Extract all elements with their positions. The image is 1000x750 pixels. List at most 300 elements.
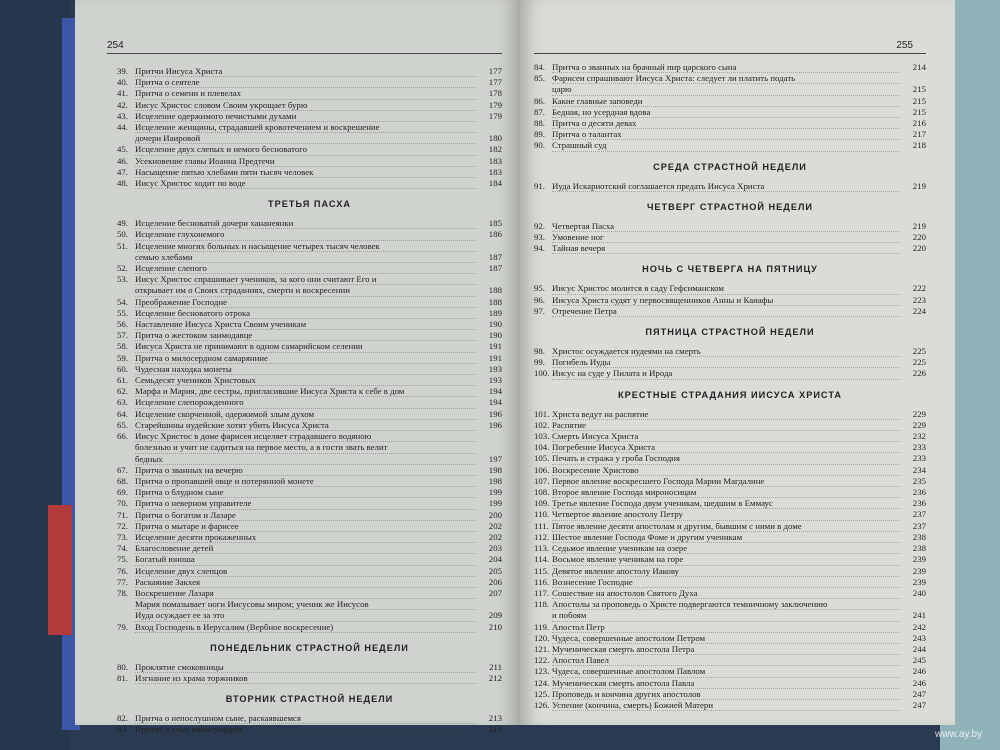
background-left	[0, 0, 70, 750]
entry-page: 191	[488, 341, 502, 352]
entry-page: 241	[912, 610, 926, 621]
entry-number: 113.	[534, 543, 550, 554]
toc-entry	[534, 420, 926, 431]
entry-page: 215	[912, 106, 926, 117]
entry-title: Притча о жестоком заимодавце	[135, 330, 476, 341]
entry-number: 101.	[534, 408, 550, 419]
entry-page: 238	[912, 531, 926, 542]
entry-number: 92.	[534, 220, 545, 231]
entry-page: 239	[912, 576, 926, 587]
entry-title: Притча о сеятеле	[135, 77, 476, 88]
entry-page: 220	[912, 232, 926, 243]
entry-number: 50.	[117, 229, 128, 240]
entry-title: Насыщение пятью хлебами пяти тысяч человек	[135, 167, 476, 178]
entry-number: 124.	[534, 677, 550, 688]
entry-title: Благословение детей	[135, 543, 476, 554]
entry-page	[476, 122, 502, 133]
entry-number: 64.	[117, 408, 128, 419]
entry-page: 186	[488, 229, 502, 240]
toc-entry	[534, 283, 926, 294]
toc-entry	[534, 243, 926, 254]
entry-title: Пятое явление десяти апостолам и другим, бывшим с ними в доме	[552, 521, 900, 532]
entry-title: Апостол Петр	[552, 622, 900, 633]
entry-title: Воскрешение Лазаря	[135, 588, 476, 599]
entry-number: 97.	[534, 305, 545, 316]
entry-page: 194	[488, 397, 502, 408]
entry-number: 71.	[117, 509, 128, 520]
entry-page: 199	[488, 498, 502, 509]
entry-page: 226	[912, 368, 926, 379]
entry-number: 126.	[534, 699, 550, 710]
entry-number: 57.	[117, 330, 128, 341]
entry-number: 108.	[534, 487, 550, 498]
entry-title: Притча о званных на вечерю	[135, 465, 476, 476]
toc-entry	[534, 431, 926, 442]
entry-page: 198	[488, 475, 502, 486]
toc-entry	[534, 295, 926, 306]
entry-title: Исцеление слепорожденного	[135, 397, 476, 408]
entry-number: 105.	[534, 453, 550, 464]
entry-title: Исцеление бесноватой дочери хананеянки	[135, 218, 476, 229]
entry-page: 196	[488, 408, 502, 419]
toc-entry	[534, 140, 926, 151]
entry-page: 218	[912, 140, 926, 151]
entry-title: Вознесение Господне	[552, 577, 900, 588]
entry-title: Преображение Господне	[135, 297, 476, 308]
entry-title: Исцеление женщины, страдавшей кровотечением и воскрешение	[135, 122, 476, 133]
entry-page: 212	[488, 672, 502, 683]
entry-number: 74.	[117, 543, 128, 554]
toc-entry	[117, 252, 502, 263]
toc-entry	[117, 465, 502, 476]
toc-entry	[534, 357, 926, 368]
entry-page: 236	[912, 498, 926, 509]
entry-title: Иисус Христос спрашивает учеников, за кого они считают Его и	[135, 274, 476, 285]
toc-entry	[534, 543, 926, 554]
toc-entry	[534, 62, 926, 73]
entry-number: 111.	[534, 520, 549, 531]
entry-page: 214	[912, 62, 926, 72]
entry-number	[117, 454, 135, 465]
toc-entry	[117, 241, 502, 252]
entry-title: Фарисеи спрашивают Иисуса Христа: следует ли платить подать	[552, 73, 900, 84]
toc-entry	[534, 577, 926, 588]
toc-entry	[117, 521, 502, 532]
entry-title: Исцеление двух слепцов	[135, 566, 476, 577]
entry-title: Мученическая смерть апостола Петра	[552, 644, 900, 655]
entry-number: 94.	[534, 243, 545, 254]
toc-entry	[534, 465, 926, 476]
entry-page: 215	[912, 84, 926, 95]
entry-page: 235	[912, 475, 926, 486]
toc-entry	[534, 232, 926, 243]
entry-page: 211	[489, 661, 502, 672]
entry-page: 183	[488, 166, 502, 177]
toc-entry	[534, 700, 926, 711]
toc-entry	[117, 178, 502, 189]
entry-title: царю	[552, 84, 900, 95]
entry-page: 225	[912, 357, 926, 368]
toc-entry	[117, 622, 502, 633]
entry-number: 109.	[534, 498, 550, 509]
entry-title: Умовение ног	[552, 232, 900, 243]
entry-page: 216	[912, 118, 926, 129]
entry-number: 68.	[117, 475, 128, 486]
entry-number: 100.	[534, 368, 550, 379]
entry-page: 236	[912, 487, 926, 498]
entry-title: Проповедь и кончина других апостолов	[552, 689, 900, 700]
entry-page: 177	[488, 66, 502, 76]
toc-entry	[117, 566, 502, 577]
entry-number: 89.	[534, 129, 545, 140]
toc-entry	[117, 77, 502, 88]
toc-entry	[117, 610, 502, 621]
entry-number	[534, 610, 552, 621]
toc-entry	[117, 599, 502, 610]
toc-entry	[117, 476, 502, 487]
toc-entry	[117, 341, 502, 352]
entry-title: Притча о милосердном самарянине	[135, 353, 476, 364]
toc-entry	[534, 453, 926, 464]
toc-entry	[117, 88, 502, 99]
toc-entry	[534, 409, 926, 420]
toc-entry	[117, 532, 502, 543]
entry-page: 194	[488, 386, 502, 397]
entry-title: семью хлебами	[135, 252, 476, 263]
entry-number: 61.	[117, 375, 128, 386]
toc-entry	[534, 306, 926, 317]
toc-entry	[534, 588, 926, 599]
entry-number: 91.	[534, 180, 545, 191]
entry-page: 240	[912, 587, 926, 598]
entry-number: 114.	[534, 554, 550, 565]
entry-number: 56.	[117, 319, 128, 330]
entry-number: 95.	[534, 283, 545, 294]
entry-number: 55.	[117, 307, 128, 318]
entry-number: 86.	[534, 95, 545, 106]
watermark: www.ay.by	[934, 729, 982, 740]
entry-number: 122.	[534, 655, 550, 666]
entry-page: 193	[488, 363, 502, 374]
entry-number: 110.	[534, 509, 550, 520]
entry-number: 76.	[117, 565, 128, 576]
toc-entry	[117, 724, 502, 735]
entry-title: Притча о мытаре и фарисее	[135, 521, 476, 532]
entry-page: 199	[488, 487, 502, 498]
toc-entry	[534, 73, 926, 84]
entry-title: Притча о десяти девах	[552, 118, 900, 129]
entry-page: 219	[912, 220, 926, 231]
entry-page: 197	[488, 453, 502, 464]
toc-entry	[117, 554, 502, 565]
entry-title: Мария помазывает ноги Иисусовы миром; ученик же Иисусов	[135, 599, 476, 610]
toc-column	[117, 66, 502, 736]
entry-page: 185	[488, 218, 502, 229]
toc-entry	[534, 599, 926, 610]
entry-page: 213	[488, 724, 502, 735]
entry-page: 198	[488, 464, 502, 475]
entry-number: 103.	[534, 431, 550, 442]
entry-page: 239	[912, 565, 926, 576]
entry-title: Иисус Христос ходит по воде	[135, 178, 476, 189]
entry-title: Чудеса, совершенные апостолом Павлом	[552, 666, 900, 677]
entry-number: 78.	[117, 587, 128, 598]
toc-entry	[534, 566, 926, 577]
entry-page	[476, 274, 502, 285]
entry-title: Погибель Иуды	[552, 357, 900, 368]
entry-number: 45.	[117, 144, 128, 155]
entry-title: Апостол Павел	[552, 655, 900, 666]
entry-title: Иисус Христос словом Своим укрощает бурю	[135, 100, 476, 111]
entry-page: 191	[488, 352, 502, 363]
entry-title: Притча о богатом и Лазаре	[135, 510, 476, 521]
entry-title: Мученическая смерть апостола Павла	[552, 678, 900, 689]
section-heading: СРЕДА СТРАСТНОЙ НЕДЕЛИ	[653, 161, 807, 172]
entry-page: 223	[912, 294, 926, 305]
entry-number: 116.	[534, 576, 550, 587]
toc-entry	[534, 476, 926, 487]
entry-number	[117, 252, 135, 263]
toc-entry	[534, 107, 926, 118]
entry-title: Наставление Иисуса Христа Своим ученикам	[135, 319, 476, 330]
entry-page: 187	[488, 263, 502, 274]
section-heading: ПЯТНИЦА СТРАСТНОЙ НЕДЕЛИ	[645, 327, 815, 338]
toc-entry	[117, 330, 502, 341]
entry-page: 177	[488, 77, 502, 88]
toc-entry	[117, 285, 502, 296]
entry-number: 75.	[117, 554, 128, 565]
section-heading: НОЧЬ С ЧЕТВЕРГА НА ПЯТНИЦУ	[642, 264, 818, 275]
toc-entry	[117, 100, 502, 111]
entry-title: Иисус Христос в доме фарисея исцеляет страдавшего водяною	[135, 431, 476, 442]
entry-title: Старейшины иудейские хотят убить Иисуса Христа	[135, 420, 476, 431]
entry-number: 65.	[117, 419, 128, 430]
toc-entry	[534, 221, 926, 232]
entry-page: 209	[488, 610, 502, 621]
entry-title: Иуда осуждает ее за это	[135, 610, 476, 621]
entry-number: 60.	[117, 363, 128, 374]
entry-number: 102.	[534, 419, 550, 430]
entry-number	[117, 133, 135, 144]
toc-entry	[117, 409, 502, 420]
entry-title: Успение (кончина, смерть) Божией Матери	[552, 700, 900, 711]
entry-title: Первое явление воскресшего Господа Марии Магдалине	[552, 476, 900, 487]
toc-entry	[117, 319, 502, 330]
entry-title: Бедная, но усердная вдова	[552, 107, 900, 118]
entry-title: Притча о званных на брачный пир царского сына	[552, 62, 900, 73]
entry-page: 193	[488, 375, 502, 386]
toc-entry	[534, 487, 926, 498]
toc-entry	[117, 133, 502, 144]
toc-entry	[534, 622, 926, 633]
entry-title: Страшный суд	[552, 140, 900, 151]
entry-title: Исцеление многих больных и насыщение четырех тысяч человек	[135, 241, 476, 252]
entry-page: 234	[912, 464, 926, 475]
entry-page: 206	[488, 576, 502, 587]
toc-column	[534, 62, 926, 711]
entry-page: 187	[488, 251, 502, 262]
entry-title: Вход Господень в Иерусалим (Вербное воскресение)	[135, 622, 476, 633]
entry-page	[900, 73, 926, 84]
toc-entry	[534, 644, 926, 655]
toc-entry	[117, 66, 502, 77]
entry-number: 70.	[117, 498, 128, 509]
entry-title: Распятие	[552, 420, 900, 431]
entry-page: 203	[488, 543, 502, 554]
entry-page: 245	[912, 655, 926, 666]
toc-entry	[117, 111, 502, 122]
toc-entry	[117, 543, 502, 554]
entry-number: 81.	[117, 672, 128, 683]
entry-number: 80.	[117, 661, 128, 672]
entry-page: 184	[488, 178, 502, 189]
toc-entry	[534, 96, 926, 107]
entry-title: Притча о злых виноградарях	[135, 724, 476, 735]
toc-entry	[534, 678, 926, 689]
entry-title: Воскресение Христово	[552, 465, 900, 476]
entry-number	[534, 84, 552, 95]
entry-title: Притча о семени и плевелах	[135, 88, 476, 99]
entry-number: 112.	[534, 531, 550, 542]
toc-entry	[117, 577, 502, 588]
entry-number: 67.	[117, 464, 128, 475]
entry-number: 79.	[117, 621, 128, 632]
entry-number: 99.	[534, 357, 545, 368]
entry-page: 229	[912, 419, 926, 430]
toc-entry	[117, 167, 502, 178]
page-number: 254	[107, 40, 124, 51]
entry-title: Исцеление слепого	[135, 263, 476, 274]
toc-entry	[117, 713, 502, 724]
section-heading: ПОНЕДЕЛЬНИК СТРАСТНОЙ НЕДЕЛИ	[210, 642, 409, 653]
entry-title: Исцеление глухонемого	[135, 229, 476, 240]
entry-number: 43.	[117, 110, 128, 121]
entry-number: 46.	[117, 155, 128, 166]
toc-entry	[117, 420, 502, 431]
entry-number: 42.	[117, 99, 128, 110]
entry-title: Иисуса Христа не принимают в одном самарийском селении	[135, 341, 476, 352]
toc-entry	[117, 662, 502, 673]
entry-number: 47.	[117, 166, 128, 177]
toc-entry	[117, 487, 502, 498]
entry-title: бедных	[135, 454, 476, 465]
entry-title: Восьмое явление ученикам на горе	[552, 554, 900, 565]
entry-page: 247	[912, 699, 926, 710]
cover-red-stripe	[48, 505, 72, 635]
toc-entry	[534, 118, 926, 129]
entry-page	[900, 599, 926, 610]
entry-title: Притча о блудном сыне	[135, 487, 476, 498]
entry-title: Притчи Иисуса Христа	[135, 66, 476, 77]
entry-number: 82.	[117, 713, 128, 724]
toc-entry	[534, 655, 926, 666]
entry-title: Притча о пропавшей овце и потерянной монете	[135, 476, 476, 487]
entry-page: 219	[912, 180, 926, 191]
entry-page: 210	[488, 621, 502, 632]
entry-title: Печать и стража у гроба Господня	[552, 453, 900, 464]
toc-entry	[117, 144, 502, 155]
entry-title: Притча о непослушном сыне, раскаявшемся	[135, 713, 476, 724]
entry-page: 196	[488, 419, 502, 430]
entry-number	[117, 442, 135, 453]
toc-entry	[534, 689, 926, 700]
header-rule	[107, 53, 502, 54]
toc-entry	[534, 368, 926, 379]
toc-entry	[534, 84, 926, 95]
entry-title: Четвертое явление апостолу Петру	[552, 509, 900, 520]
entry-page: 242	[912, 621, 926, 632]
entry-page: 222	[912, 283, 926, 294]
toc-entry	[117, 454, 502, 465]
open-book	[75, 0, 955, 735]
entry-number: 77.	[117, 576, 128, 587]
section-heading: ТРЕТЬЯ ПАСХА	[268, 199, 351, 210]
toc-entry	[534, 442, 926, 453]
entry-number: 125.	[534, 688, 550, 699]
toc-entry	[534, 498, 926, 509]
entry-number: 73.	[117, 531, 128, 542]
entry-number: 49.	[117, 218, 128, 229]
entry-number: 119.	[534, 621, 550, 632]
toc-entry	[534, 532, 926, 543]
entry-page: 233	[912, 453, 926, 464]
entry-number: 98.	[534, 346, 545, 357]
toc-entry	[117, 498, 502, 509]
entry-title: Марфа и Мария, две сестры, пригласившие Иисуса Христа к себе в дом	[135, 386, 476, 397]
entry-number: 83.	[117, 724, 128, 735]
entry-number: 66.	[117, 431, 128, 442]
entry-page: 204	[488, 554, 502, 565]
entry-number: 117.	[534, 587, 550, 598]
entry-title: болезнью и учит не садиться на первое место, а в гости звать велит	[135, 442, 476, 453]
toc-entry	[117, 218, 502, 229]
entry-page: 225	[912, 346, 926, 357]
entry-number: 85.	[534, 73, 545, 84]
section-heading: ЧЕТВЕРГ СТРАСТНОЙ НЕДЕЛИ	[646, 201, 814, 212]
toc-entry	[117, 263, 502, 274]
toc-entry	[117, 510, 502, 521]
entry-page: 179	[488, 110, 502, 121]
entry-number	[117, 599, 135, 610]
entry-title: Исцеление скорченной, одержимой злым духом	[135, 409, 476, 420]
entry-title: Погребение Иисуса Христа	[552, 442, 900, 453]
entry-page: 232	[912, 431, 926, 442]
entry-title: Иуда Искариотский соглашается предать Иисуса Христа	[552, 181, 900, 192]
entry-page: 179	[488, 99, 502, 110]
entry-title: Апостолы за проповедь о Христе подвергаются темничному заключению	[552, 599, 900, 610]
entry-title: Исцеление двух слепых и немого бесноватого	[135, 144, 476, 155]
entry-number: 104.	[534, 442, 550, 453]
entry-page: 188	[488, 285, 502, 296]
entry-number: 40.	[117, 77, 128, 88]
entry-number	[117, 285, 135, 296]
toc-entry	[534, 633, 926, 644]
entry-number: 62.	[117, 386, 128, 397]
entry-page: 190	[488, 330, 502, 341]
entry-number: 107.	[534, 475, 550, 486]
entry-title: Второе явление Господа мироносицам	[552, 487, 900, 498]
toc-entry	[117, 353, 502, 364]
entry-title: Сошествие на апостолов Святого Духа	[552, 588, 900, 599]
toc-entry	[534, 129, 926, 140]
toc-entry	[534, 554, 926, 565]
entry-title: Раскаяние Закхея	[135, 577, 476, 588]
section-heading: КРЕСТНЫЕ СТРАДАНИЯ ИИСУСА ХРИСТА	[617, 389, 843, 400]
page-number: 255	[896, 40, 913, 51]
entry-number: 52.	[117, 263, 128, 274]
toc-entry	[117, 229, 502, 240]
toc-entry	[117, 442, 502, 453]
